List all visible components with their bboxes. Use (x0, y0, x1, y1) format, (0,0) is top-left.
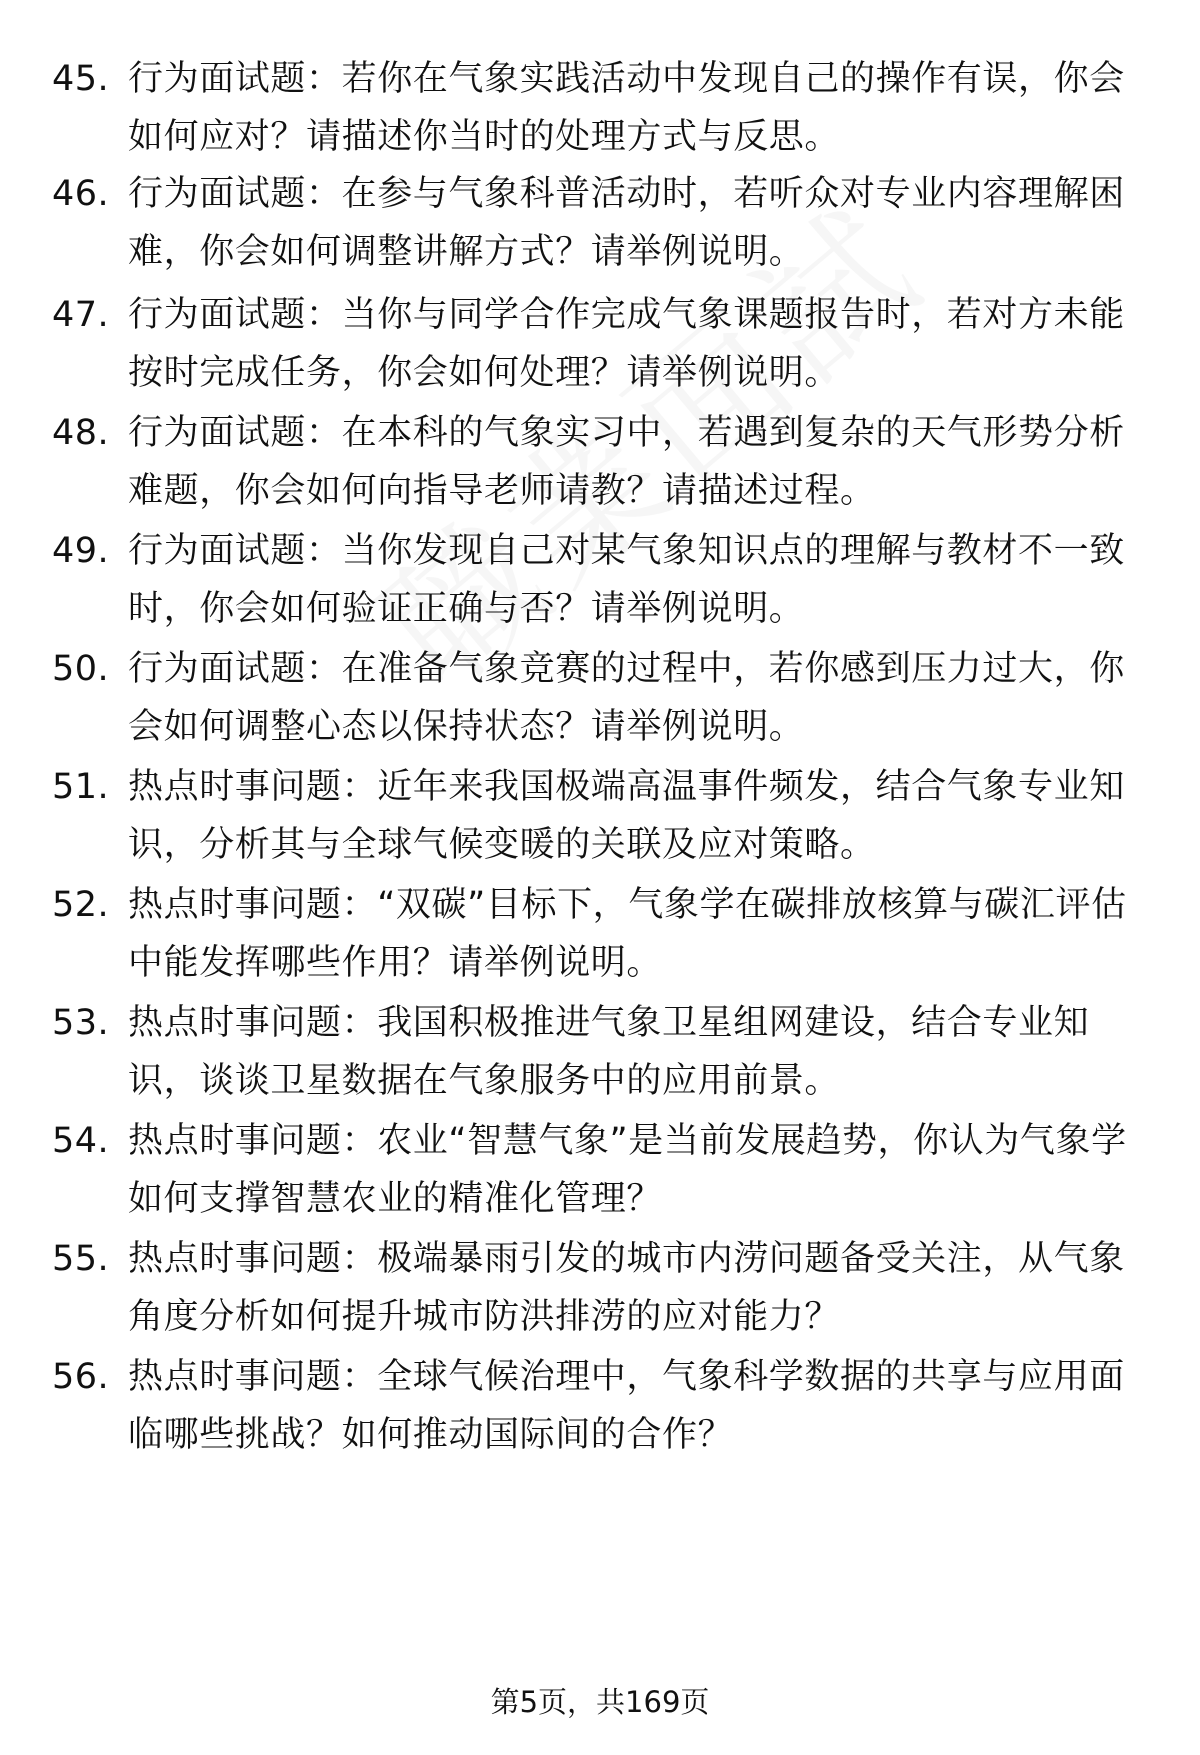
question-text: 行为面试题：在准备气象竞赛的过程中，若你感到压力过大，你会如何调整心态以保持状态？请举例说明。 (128, 649, 1125, 747)
question-text: 热点时事问题：全球气候治理中，气象科学数据的共享与应用面临哪些挑战？如何推动国际间的合作？ (128, 1357, 1125, 1455)
question-number: 53. (52, 1003, 110, 1043)
question-text: 热点时事问题：我国积极推进气象卫星组网建设，结合专业知识，谈谈卫星数据在气象服务中的应用前景。 (128, 1003, 1090, 1101)
question-text: 行为面试题：在本科的气象实习中，若遇到复杂的天气形势分析难题，你会如何向指导老师请教？请描述过程。 (128, 413, 1125, 511)
question-text: 行为面试题：若你在气象实践活动中发现自己的操作有误，你会如何应对？请描述你当时的处理方式与反思。 (128, 59, 1125, 157)
question-number: 49. (52, 531, 110, 571)
question-number: 45. (52, 59, 110, 99)
question-text: 热点时事问题：农业“智慧气象”是当前发展趋势，你认为气象学如何支撑智慧农业的精准化管理？ (128, 1121, 1127, 1219)
question-number: 48. (52, 413, 110, 453)
question-text: 行为面试题：当你发现自己对某气象知识点的理解与教材不一致时，你会如何验证正确与否？请举例说明。 (128, 531, 1125, 629)
question-text: 行为面试题：当你与同学合作完成气象课题报告时，若对方未能按时完成任务，你会如何处理？请举例说明。 (128, 295, 1125, 393)
question-number: 50. (52, 649, 110, 689)
question-text: 热点时事问题：极端暴雨引发的城市内涝问题备受关注，从气象角度分析如何提升城市防洪排涝的应对能力？ (128, 1239, 1125, 1337)
question-number: 52. (52, 885, 110, 925)
question-number: 46. (52, 174, 110, 214)
question-number: 56. (52, 1357, 110, 1397)
question-text: 热点时事问题：近年来我国极端高温事件频发，结合气象专业知识，分析其与全球气候变暖的关联及应对策略。 (128, 767, 1125, 865)
page-footer: 第5页，共169页 (490, 1685, 710, 1719)
question-text: 行为面试题：在参与气象科普活动时，若听众对专业内容理解困难，你会如何调整讲解方式？请举例说明。 (128, 174, 1125, 272)
question-number: 51. (52, 767, 110, 807)
question-text: 热点时事问题：“双碳”目标下，气象学在碳排放核算与碳汇评估中能发挥哪些作用？请举例说明。 (128, 885, 1127, 983)
question-number: 54. (52, 1121, 110, 1161)
question-number: 47. (52, 295, 110, 335)
question-number: 55. (52, 1239, 110, 1279)
